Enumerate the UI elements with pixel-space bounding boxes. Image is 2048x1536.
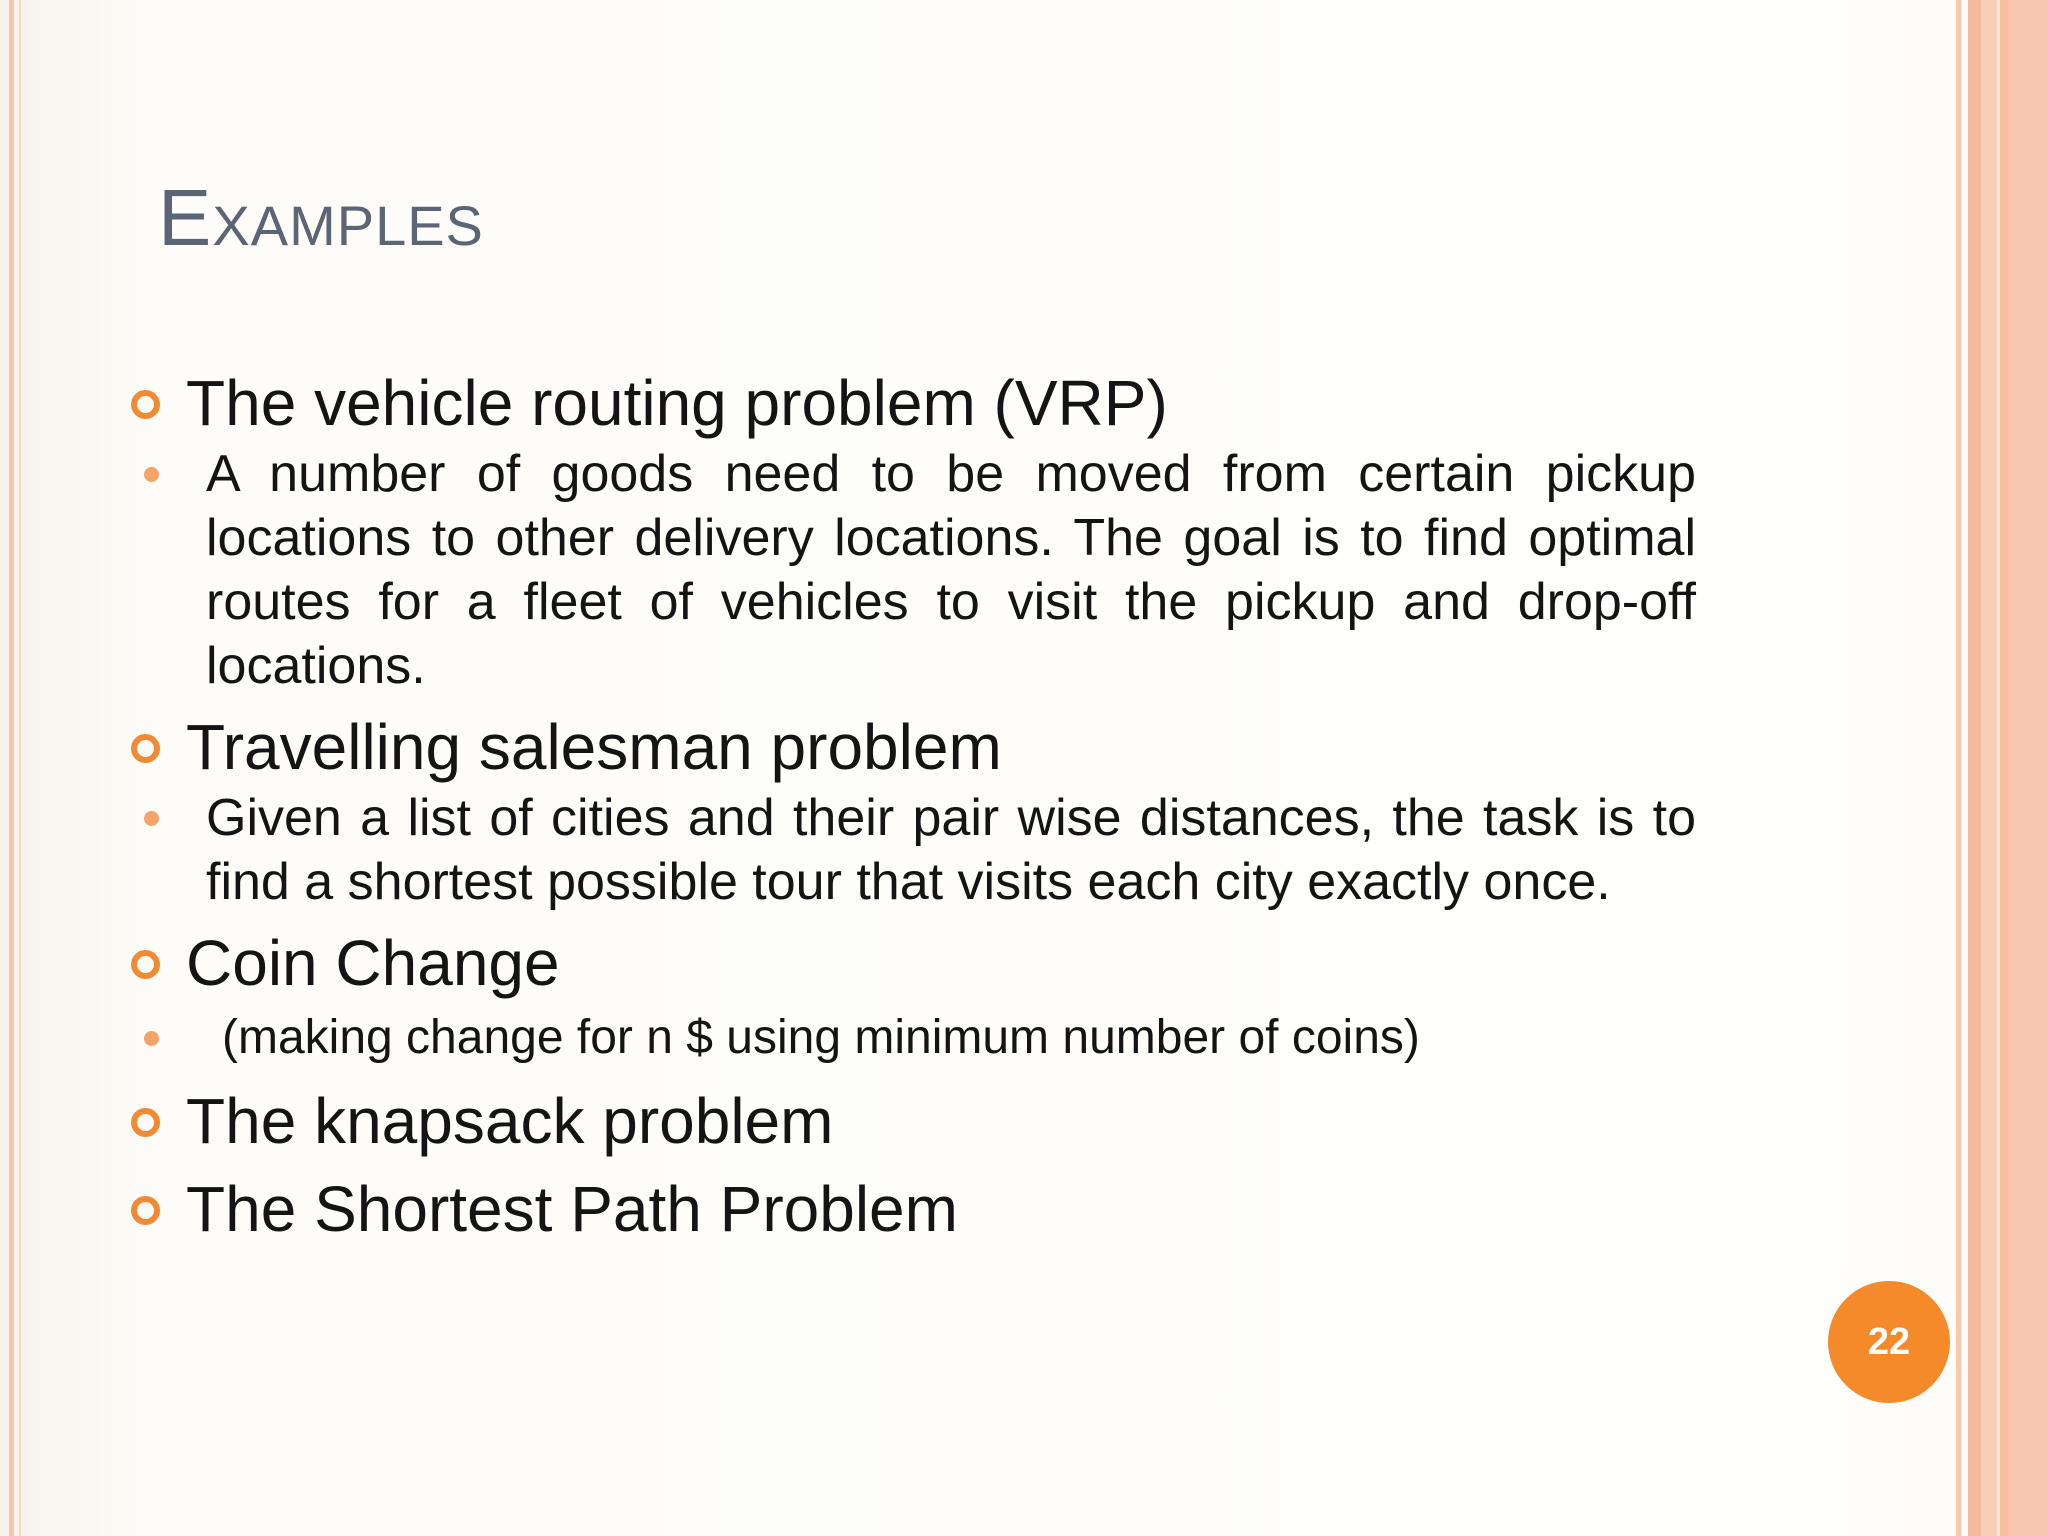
dot-bullet-icon: [144, 467, 159, 482]
right-border-stripe: [1968, 0, 1981, 1536]
bullet-label: Coin Change: [186, 927, 560, 999]
bullet-label: Travelling salesman problem: [186, 711, 1002, 783]
ring-bullet-icon: [131, 1196, 160, 1225]
left-border-line-inner: [19, 0, 21, 1536]
ring-bullet-icon: [131, 1108, 160, 1137]
right-border-stripe: [1981, 0, 1997, 1536]
bullet-label: The knapsack problem: [186, 1085, 834, 1157]
sub-bullet-text: A number of goods need to be moved from certain pickup locations to other delivery locations. The goal is to find optimal routes for a fleet of vehicles to visit the pickup and drop-off locations.: [206, 445, 1696, 695]
ring-bullet-icon: [131, 390, 160, 419]
right-border-stripe: [2008, 0, 2048, 1536]
left-border-line: [9, 0, 14, 1536]
bullet-label: The vehicle routing problem (VRP): [186, 367, 1168, 439]
bullet-label: The Shortest Path Problem: [186, 1173, 958, 1245]
bullet-item-coin-change: [124, 924, 1754, 1002]
right-border-stripe: [2000, 0, 2008, 1536]
sub-bullet-tsp: [124, 786, 1696, 914]
ring-bullet-icon: [131, 734, 160, 763]
sub-bullet-coin-change: [124, 1006, 1696, 1070]
bullet-item-shortest-path: [124, 1170, 1754, 1248]
dot-bullet-icon: [144, 811, 159, 826]
slide-title: Examples: [158, 173, 484, 262]
sub-bullet-vrp: [124, 442, 1696, 698]
right-border-stripe: [1956, 0, 1961, 1536]
bullet-item-knapsack: [124, 1082, 1754, 1160]
dot-bullet-icon: [144, 1031, 159, 1046]
bullet-item-vrp: [124, 364, 1754, 442]
bullet-list: [124, 364, 1754, 1248]
page-number-badge: 22: [1828, 1281, 1950, 1403]
ring-bullet-icon: [131, 950, 160, 979]
bullet-item-tsp: [124, 708, 1754, 786]
sub-bullet-text: Given a list of cities and their pair wise distances, the task is to find a shortest possible tour that visits each city exactly once.: [206, 789, 1696, 911]
sub-bullet-text: (making change for n $ using minimum number of coins): [222, 1011, 1420, 1064]
